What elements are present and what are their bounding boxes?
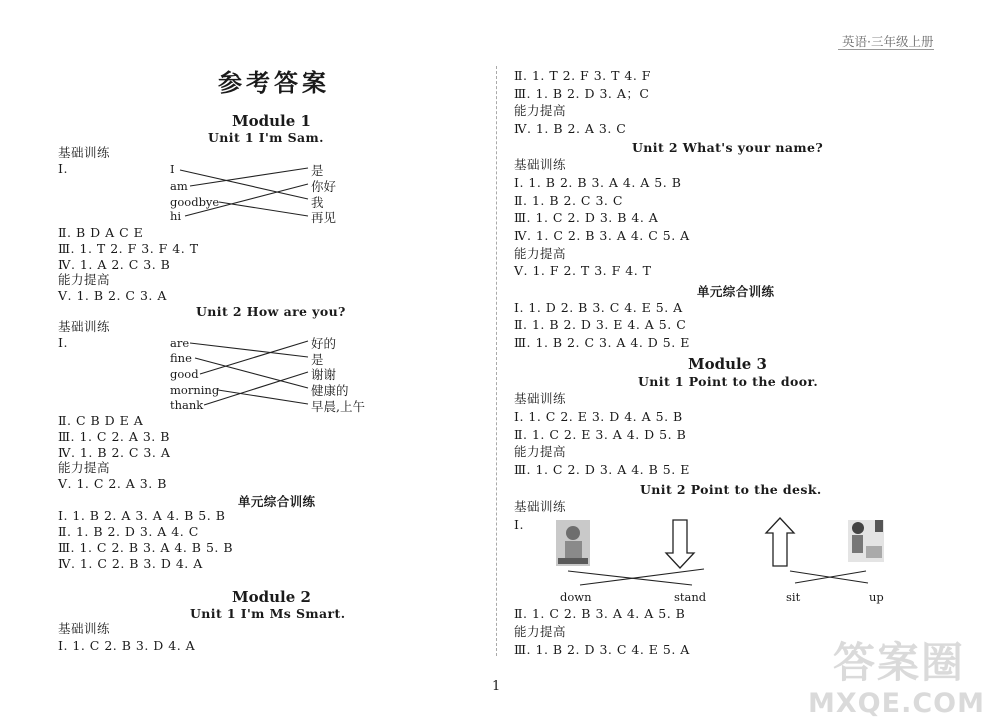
answer-line: Ⅱ. B D A C E: [58, 225, 144, 240]
answer-line: Ⅳ. 1. C 2. B 3. A 4. C 5. A: [514, 228, 690, 243]
answer-line: Ⅱ. 1. B 2. C 3. C: [514, 193, 623, 208]
m1u1-heading: Unit 1 I'm Sam.: [208, 130, 324, 145]
answer-line: Ⅲ. 1. B 2. C 3. A 4. D 5. E: [514, 335, 690, 350]
module1-heading: Module 1: [232, 112, 311, 130]
answer-line: Ⅱ. 1. T 2. F 3. T 4. F: [514, 68, 651, 83]
module3-heading: Module 3: [688, 355, 767, 373]
section-label: 能力提高: [58, 272, 111, 287]
answer-line: Ⅱ. 1. B 2. D 3. E 4. A 5. C: [514, 317, 687, 332]
answer-line: Ⅱ. 1. C 2. B 3. A 4. A 5. B: [514, 606, 686, 621]
picture-word: stand: [674, 590, 707, 604]
answer-line: Ⅲ. 1. B 2. D 3. A；C: [514, 86, 650, 101]
watermark-logo: 答案圈: [833, 638, 966, 687]
match-left-word: hi: [170, 209, 182, 223]
section-label: 基础训练: [514, 157, 567, 172]
section-label: 基础训练: [514, 391, 567, 406]
match-line: [190, 343, 308, 357]
answer-line: Ⅰ. 1. C 2. E 3. D 4. A 5. B: [514, 409, 683, 424]
answer-line: Ⅲ. 1. C 2. D 3. A 4. B 5. E: [514, 462, 690, 477]
answer-line: Ⅳ. 1. C 2. B 3. D 4. A: [58, 556, 203, 571]
match-line: [190, 168, 308, 186]
answer-line: Ⅰ. 1. C 2. B 3. D 4. A: [58, 638, 196, 653]
m1u2-heading: Unit 2 How are you?: [196, 304, 346, 319]
match-line: [185, 184, 308, 216]
section-label: 能力提高: [514, 103, 567, 118]
match-left-word: are: [170, 336, 190, 350]
answer-line: Ⅰ. 1. B 2. B 3. A 4. A 5. B: [514, 175, 682, 190]
answer-line: Ⅴ. 1. F 2. T 3. F 4. T: [514, 263, 652, 278]
answer-line: Ⅱ. C B D E A: [58, 413, 144, 428]
m3u1-heading: Unit 1 Point to the door.: [638, 374, 819, 389]
match-right-word: 早晨,上午: [311, 399, 365, 414]
match-left-word: fine: [170, 351, 192, 365]
watermark-url: MXQE.COM: [808, 688, 985, 719]
match-left-word: I: [170, 162, 175, 176]
match-line: [204, 372, 308, 405]
section-label: 基础训练: [58, 145, 111, 160]
match-right-word: 是: [311, 352, 324, 367]
answer-line: Ⅲ. 1. B 2. D 3. C 4. E 5. A: [514, 642, 690, 657]
arrow-up-icon: [766, 518, 794, 566]
match-right-word: 再见: [311, 210, 337, 225]
m1-review-heading: 单元综合训练: [238, 494, 316, 509]
book-tag: 英语·三年级上册: [842, 34, 934, 49]
match-right-word: 是: [311, 163, 324, 178]
m3u2-heading: Unit 2 Point to the desk.: [640, 482, 822, 497]
matching-label: Ⅰ.: [58, 335, 68, 350]
section-label: 基础训练: [514, 499, 567, 514]
answer-line: Ⅱ. 1. B 2. D 3. A 4. C: [58, 524, 199, 539]
answer-line: Ⅱ. 1. C 2. E 3. A 4. D 5. B: [514, 427, 687, 442]
match-right-word: 我: [311, 195, 324, 210]
m2u2-heading: Unit 2 What's your name?: [632, 140, 824, 155]
m2-review-heading: 单元综合训练: [697, 284, 775, 299]
page-title: 参考答案: [218, 68, 330, 97]
section-label: 能力提高: [58, 460, 111, 475]
match-line: [580, 569, 704, 585]
match-right-word: 谢谢: [311, 367, 337, 382]
match-left-word: good: [170, 367, 199, 381]
picture-word: sit: [786, 590, 801, 604]
child-standing-figure: [848, 520, 884, 562]
match-right-word: 你好: [311, 179, 337, 194]
match-right-word: 好的: [311, 336, 337, 351]
section-label: 能力提高: [514, 246, 567, 261]
answer-line: Ⅳ. 1. B 2. C 3. A: [58, 445, 171, 460]
answer-line: Ⅲ. 1. C 2. D 3. B 4. A: [514, 210, 659, 225]
section-label: 能力提高: [514, 624, 567, 639]
answer-line: Ⅲ. 1. C 2. A 3. B: [58, 429, 170, 444]
pictures-label: Ⅰ.: [514, 517, 524, 532]
answer-line: Ⅲ. 1. T 2. F 3. F 4. T: [58, 241, 199, 256]
match-right-word: 健康的: [311, 383, 349, 398]
page-number: 1: [492, 679, 501, 694]
match-left-word: thank: [170, 398, 204, 412]
match-line: [218, 390, 308, 404]
answer-line: Ⅴ. 1. C 2. A 3. B: [58, 476, 167, 491]
section-label: 基础训练: [58, 319, 111, 334]
picture-word: up: [869, 590, 884, 604]
arrow-down-icon: [666, 520, 694, 568]
match-left-word: morning: [170, 383, 220, 397]
module2-heading: Module 2: [232, 588, 311, 606]
child-sitting-figure: [556, 520, 590, 566]
picture-word: down: [560, 590, 592, 604]
answer-line: Ⅲ. 1. C 2. B 3. A 4. B 5. B: [58, 540, 234, 555]
match-line: [195, 358, 308, 388]
matching-label: Ⅰ.: [58, 161, 68, 176]
m2u1-heading: Unit 1 I'm Ms Smart.: [190, 606, 346, 621]
answer-line: Ⅰ. 1. D 2. B 3. C 4. E 5. A: [514, 300, 683, 315]
answer-line: Ⅳ. 1. B 2. A 3. C: [514, 121, 627, 136]
answer-line: Ⅰ. 1. B 2. A 3. A 4. B 5. B: [58, 508, 226, 523]
match-left-word: am: [170, 179, 188, 193]
section-label: 基础训练: [58, 621, 111, 636]
answer-line: Ⅳ. 1. A 2. C 3. B: [58, 257, 171, 272]
answer-line: Ⅴ. 1. B 2. C 3. A: [58, 288, 167, 303]
section-label: 能力提高: [514, 444, 567, 459]
match-left-word: goodbye: [170, 195, 220, 209]
